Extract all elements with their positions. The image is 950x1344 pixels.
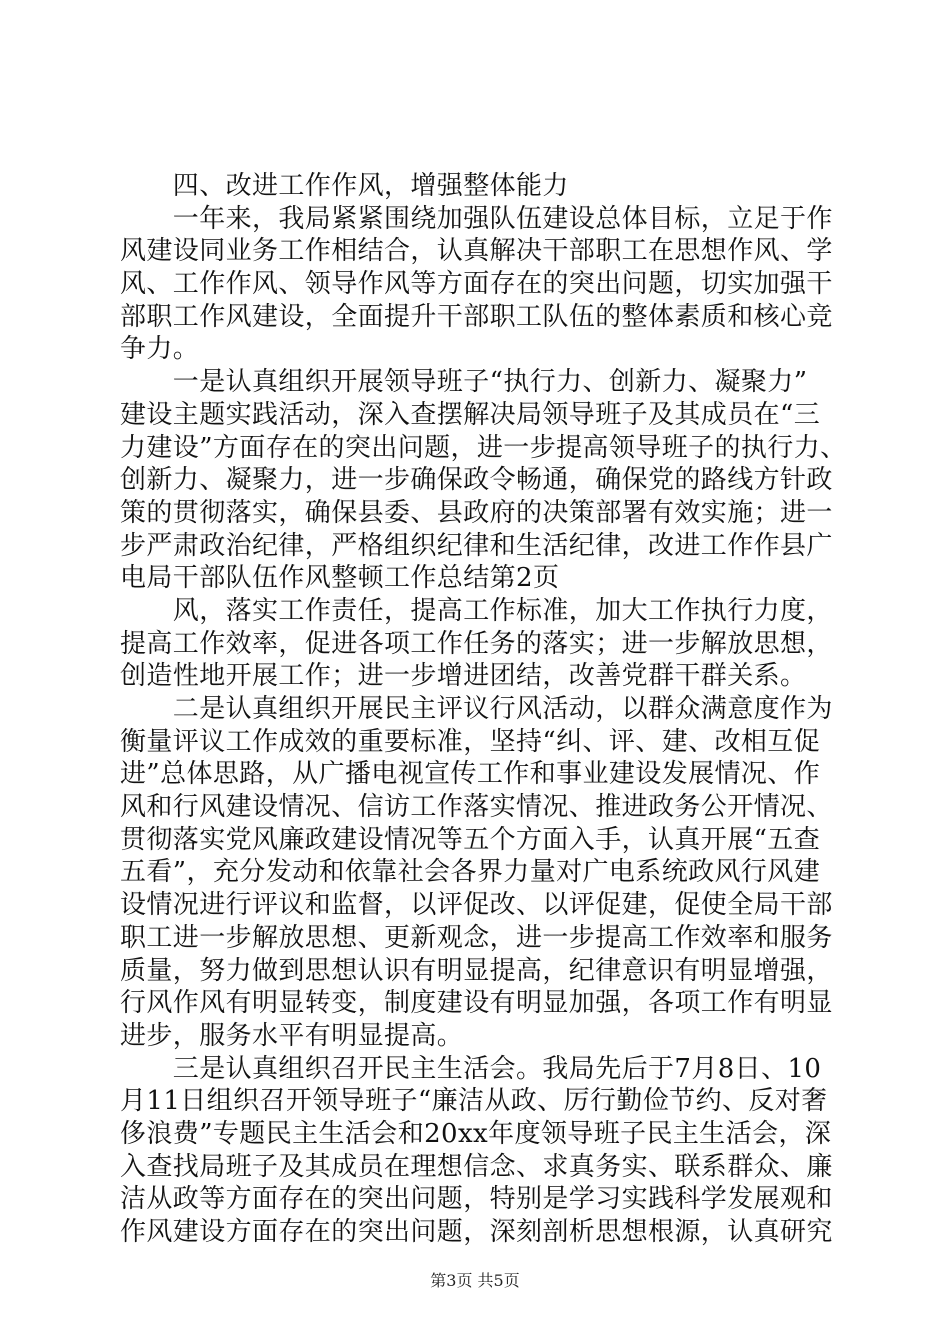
- text-line: 职工进一步解放思想、更新观念，进一步提高工作效率和服务: [120, 922, 833, 953]
- text-line: 策的贯彻落实，确保县委、县政府的决策部署有效实施；进一: [120, 497, 833, 528]
- text-line: 进”总体思路，从广播电视宣传工作和事业建设发展情况、作: [120, 759, 821, 790]
- text-line: 一年来，我局紧紧围绕加强队伍建设总体目标，立足于作: [120, 203, 833, 234]
- text-line: 设情况进行评议和监督，以评促改、以评促建，促使全局干部: [120, 890, 833, 921]
- text-line: 创造性地开展工作；进一步增进团结，改善党群干群关系。: [120, 661, 807, 692]
- text-line: 风和行风建设情况、信访工作落实情况、推进政务公开情况、: [120, 792, 833, 823]
- text-line: 四、改进工作作风，增强整体能力: [120, 171, 569, 201]
- text-line: 风建设同业务工作相结合，认真解决干部职工在思想作风、学: [120, 236, 833, 267]
- text-line: 争力。: [120, 334, 200, 365]
- text-line: 步严肃政治纪律，严格组织纪律和生活纪律，改进工作作县广: [120, 530, 833, 561]
- text-line: 质量，努力做到思想认识有明显提高，纪律意识有明显增强，: [120, 955, 833, 986]
- page-number-footer: 第3页 共5页: [430, 1271, 520, 1290]
- text-line: 力建设”方面存在的突出问题，进一步提高领导班子的执行力、: [120, 432, 847, 463]
- text-line: 提高工作效率，促进各项工作任务的落实；进一步解放思想，: [120, 628, 833, 659]
- text-line: 电局干部队伍作风整顿工作总结第2页: [120, 563, 560, 594]
- text-line: 侈浪费”专题民主生活会和20xx年度领导班子民主生活会，深: [120, 1118, 832, 1149]
- text-line: 五看”，充分发动和依靠社会各界力量对广电系统政风行风建: [120, 857, 821, 888]
- text-line: 创新力、凝聚力，进一步确保政令畅通，确保党的路线方针政: [120, 465, 833, 496]
- text-line: 风、工作作风、领导作风等方面存在的突出问题，切实加强干: [120, 269, 833, 300]
- text-line: 衡量评议工作成效的重要标准，坚持“纠、评、建、改相互促: [120, 726, 821, 757]
- text-line: 入查找局班子及其成员在理想信念、求真务实、联系群众、廉: [120, 1151, 833, 1182]
- text-line: 三是认真组织召开民主生活会。我局先后于7月8日、10: [120, 1053, 822, 1084]
- text-line: 贯彻落实党风廉政建设情况等五个方面入手，认真开展“五查: [120, 824, 821, 855]
- text-line: 月11日组织召开领导班子“廉洁从政、厉行勤俭节约、反对奢: [120, 1086, 828, 1117]
- text-line: 部职工作风建设，全面提升干部职工队伍的整体素质和核心竞: [120, 301, 833, 332]
- text-line: 作风建设方面存在的突出问题，深刻剖析思想根源，认真研究: [120, 1217, 833, 1247]
- text-line: 建设主题实践活动，深入查摆解决局领导班子及其成员在“三: [120, 399, 821, 430]
- text-line: 风，落实工作责任，提高工作标准，加大工作执行力度，: [120, 595, 833, 626]
- text-line: 一是认真组织开展领导班子“执行力、创新力、凝聚力”: [120, 367, 808, 398]
- body-text: [120, 170, 847, 1249]
- text-line: 二是认真组织开展民主评议行风活动，以群众满意度作为: [120, 694, 833, 724]
- text-line: 进步，服务水平有明显提高。: [120, 1020, 464, 1051]
- text-line: 洁从政等方面存在的突出问题，特别是学习实践科学发展观和: [120, 1184, 833, 1215]
- text-line: 行风作风有明显转变，制度建设有明显加强，各项工作有明显: [120, 988, 833, 1019]
